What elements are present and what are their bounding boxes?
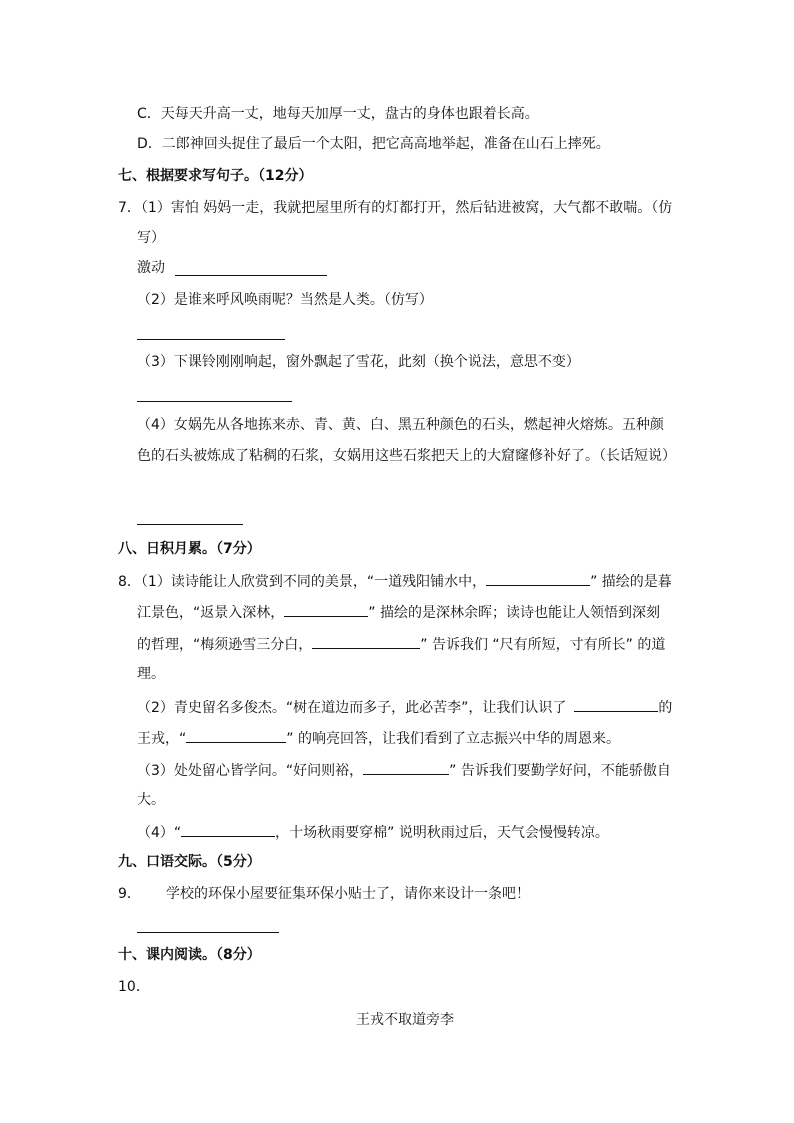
q8-blank-5[interactable]	[186, 727, 286, 743]
q8-line9	[137, 821, 609, 841]
q8-blank-1[interactable]	[486, 570, 590, 586]
option-d: D．二郎神回头捉住了最后一个太阳，把它高高地举起，准备在山石上摔死。	[137, 136, 610, 152]
q8-blank-4[interactable]	[574, 696, 658, 712]
q8-line3	[137, 633, 665, 653]
q7-3-answer-blank[interactable]	[137, 401, 292, 402]
q9-number: 9．	[118, 886, 141, 902]
section-7-heading: 七、根据要求写句子。（12分）	[118, 168, 313, 184]
q8-line5	[137, 696, 672, 716]
passage-title: 王戎不取道旁李	[356, 1012, 454, 1028]
q9-answer-blank[interactable]	[137, 932, 279, 933]
q7-4-answer-blank[interactable]	[137, 524, 243, 525]
q8-line3-text-a: 的哲理，“梅须逊雪三分白，	[137, 637, 313, 653]
q8-line4: 理。	[137, 666, 165, 682]
q8-line6-text-b: ” 的响亮回答，让我们看到了立志振兴中华的周恩来。	[286, 731, 620, 747]
q8-blank-2[interactable]	[284, 601, 368, 617]
q8-line2	[137, 601, 660, 621]
q8-line9-text-b: ，十场秋雨要穿棉” 说明秋雨过后，天气会慢慢转凉。	[275, 825, 609, 841]
q8-line6	[137, 727, 620, 747]
q9-text: 学校的环保小屋要征集环保小贴士了，请你来设计一条吧！	[166, 886, 530, 902]
q8-line5-text-a: （2）青史留名多俊杰。“树在道边而多子，此必苦李”，让我们认识了	[137, 700, 567, 716]
q8-line2-text-b: ” 描绘的是深林余晖；读诗也能让人领悟到深刻	[368, 605, 660, 621]
q8-line1-text-a: 8．（1）读诗能让人欣赏到不同的美景，“一道残阳铺水中，	[118, 574, 487, 590]
q7-4-line1: （4）女娲先从各地拣来赤、青、黄、白、黑五种颜色的石头，燃起神火熔炼。五种颜	[137, 417, 664, 433]
q7-2-answer-blank[interactable]	[137, 339, 285, 340]
q8-line7	[137, 759, 671, 779]
q8-line7-text-b: ” 告诉我们要勤学好问，不能骄傲自	[449, 763, 671, 779]
q8-line7-text-a: （3）处处留心皆学问。“好问则裕，	[137, 763, 364, 779]
q7-1-line1: 7．（1）害怕 妈妈一走，我就把屋里所有的灯都打开，然后钻进被窝，大气都不敢喘。（仿	[118, 200, 673, 216]
q7-4-line2: 色的石头被炼成了粘稠的石浆，女娲用这些石浆把天上的大窟窿修补好了。（长话短说）	[137, 448, 676, 464]
section-8-heading: 八、日积月累。（7分）	[118, 541, 261, 557]
q8-line1	[118, 570, 672, 590]
q8-line2-text-a: 江景色，“返景入深林，	[137, 605, 285, 621]
section-9-heading: 九、口语交际。（5分）	[118, 854, 261, 870]
q10-number: 10．	[118, 979, 150, 995]
q7-1-answer-blank[interactable]	[175, 275, 327, 276]
q8-line6-text-a: 王戎，“	[137, 731, 187, 747]
q7-1-line2: 写）	[137, 230, 165, 246]
q7-3: （3）下课铃刚刚响起，窗外飘起了雪花，此刻（换个说法，意思不变）	[137, 354, 580, 370]
section-10-heading: 十、课内阅读。（8分）	[118, 947, 261, 963]
q8-line9-text-a: （4）“	[137, 825, 182, 841]
q8-line5-text-b: 的	[658, 700, 673, 716]
q7-1-word: 激动	[137, 260, 165, 276]
q8-blank-3[interactable]	[312, 633, 420, 649]
option-c: C．天每天升高一丈，地每天加厚一丈，盘古的身体也跟着长高。	[137, 106, 539, 122]
q8-line3-text-b: ” 告诉我们 “尺有所短，寸有所长” 的道	[420, 637, 666, 653]
q7-2: （2）是谁来呼风唤雨呢？当然是人类。（仿写）	[137, 292, 433, 308]
q8-blank-6[interactable]	[363, 759, 449, 775]
q8-blank-7[interactable]	[181, 821, 275, 837]
q8-line1-text-b: ” 描绘的是暮	[590, 574, 672, 590]
q8-line8: 大。	[137, 792, 165, 808]
